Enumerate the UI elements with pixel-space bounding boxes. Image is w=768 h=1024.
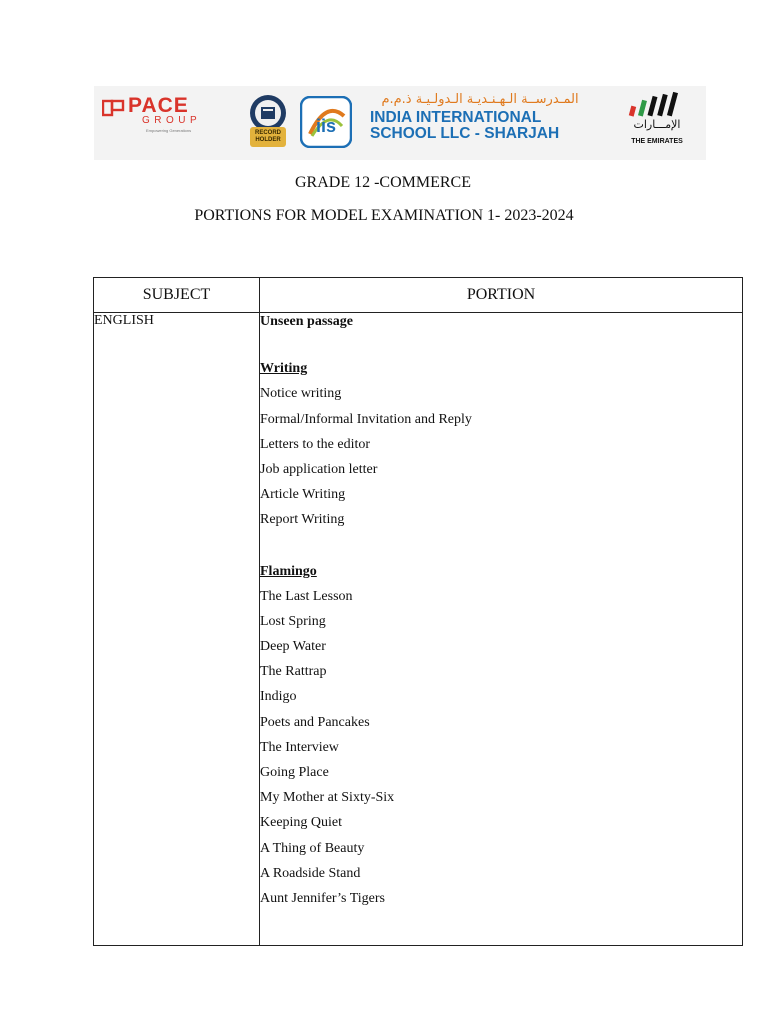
emirates-english: THE EMIRATES — [631, 138, 683, 145]
section-heading-writing: Writing — [260, 361, 308, 377]
pace-group-logo — [102, 96, 222, 136]
list-item: Formal/Informal Invitation and Reply — [260, 411, 472, 427]
list-item: Article Writing — [260, 487, 346, 503]
emirates-bars-icon — [624, 90, 690, 120]
record-holder-text: RECORD HOLDER — [254, 130, 281, 143]
iis-logo — [300, 96, 352, 148]
list-item: Job application letter — [260, 461, 378, 477]
list-item: Keeping Quiet — [260, 815, 343, 831]
record-holder-badge — [246, 93, 290, 151]
svg-text:iis: iis — [315, 116, 337, 136]
list-item: Indigo — [260, 689, 297, 705]
pace-tagline: Empowering Generations — [146, 128, 192, 133]
list-item: Going Place — [260, 765, 329, 780]
table-row — [94, 313, 743, 946]
school-name-line-2: SCHOOL LLC - SHARJAH — [370, 125, 560, 142]
list-item: A Roadside Stand — [260, 865, 361, 881]
subject-header: SUBJECT — [94, 278, 260, 313]
portion-header: PORTION — [260, 278, 743, 313]
list-item: Letters to the editor — [260, 436, 371, 452]
pace-logo-icon — [102, 99, 126, 117]
portions-table — [93, 277, 743, 946]
list-item: A Thing of Beauty — [260, 840, 365, 856]
list-item: The Rattrap — [260, 664, 327, 680]
document-subtitle: PORTIONS FOR MODEL EXAMINATION 1- 2023-2024 — [194, 207, 574, 224]
school-name — [370, 110, 592, 142]
section-heading-flamingo: Flamingo — [260, 563, 317, 579]
list-item: Notice writing — [260, 386, 342, 402]
list-item: The Interview — [260, 739, 339, 755]
list-item: Deep Water — [260, 639, 326, 655]
portion-intro: Unseen passage — [260, 314, 353, 329]
list-item: Report Writing — [260, 512, 345, 528]
school-name-line-1: INDIA INTERNATIONAL — [370, 109, 542, 126]
list-item: My Mother at Sixty-Six — [260, 790, 395, 806]
pace-name: PACE — [128, 94, 189, 117]
school-name-arabic: المـدرســة الـهـنـديـة الـدولـيـة ذ.م.م — [381, 92, 579, 107]
the-emirates-logo — [624, 90, 694, 156]
list-item: The Last Lesson — [260, 588, 353, 604]
document-title: GRADE 12 -COMMERCE — [294, 174, 471, 191]
table-header-row — [94, 278, 743, 313]
section-spacer — [260, 537, 742, 563]
subject-cell: ENGLISH — [94, 313, 260, 946]
portion-cell — [260, 313, 743, 946]
pace-group-label: GROUP — [142, 115, 202, 126]
list-item: Lost Spring — [260, 613, 326, 629]
emirates-arabic: الإمـــارات — [633, 118, 681, 131]
header-banner — [94, 86, 706, 160]
iis-emblem-icon — [300, 96, 352, 148]
list-item: Poets and Pancakes — [260, 714, 370, 730]
list-item: Aunt Jennifer’s Tigers — [260, 890, 385, 906]
